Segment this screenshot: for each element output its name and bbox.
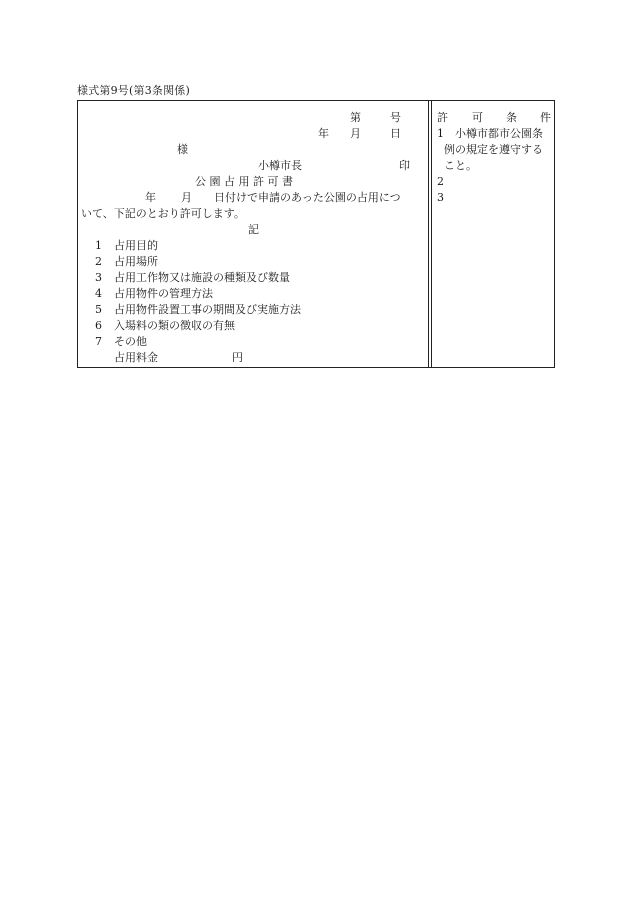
condition-text-line: こと。 <box>444 159 477 172</box>
issuer-name: 小樽市長 <box>258 159 302 172</box>
item-text: 占用目的 <box>114 239 158 252</box>
item-number: 2 <box>95 255 102 268</box>
conditions-title-char: 件 <box>540 111 551 124</box>
permit-main-section <box>78 101 429 367</box>
item-number: 6 <box>95 319 102 332</box>
item-text: その他 <box>114 335 147 348</box>
item-number: 3 <box>95 271 102 284</box>
body-text-line-2: いて、下記のとおり許可します。 <box>81 207 245 220</box>
number-go-label: 号 <box>390 111 401 124</box>
item-number: 7 <box>95 335 102 348</box>
fee-unit: 円 <box>232 351 243 364</box>
condition-number: 3 <box>437 191 444 204</box>
body-month-label: 月 <box>181 191 192 204</box>
date-year-label: 年 <box>318 127 329 140</box>
condition-text-line: 小樽市都市公園条 <box>455 127 543 140</box>
date-day-label: 日 <box>390 127 401 140</box>
item-number: 4 <box>95 287 102 300</box>
conditions-title-char: 条 <box>506 111 517 124</box>
item-number: 5 <box>95 303 102 316</box>
condition-text-line: 例の規定を遵守する <box>444 143 543 156</box>
form-number-title: 様式第9号(第3条関係) <box>77 84 190 97</box>
item-text: 占用工作物又は施設の種類及び数量 <box>114 271 290 284</box>
fee-label: 占用料金 <box>114 351 158 364</box>
item-text: 占用物件の管理方法 <box>114 287 213 300</box>
conditions-title-char: 許 <box>437 111 448 124</box>
body-text-line-1: 日付けで申請のあった公園の占用につ <box>214 191 401 204</box>
date-month-label: 月 <box>350 127 361 140</box>
body-year-label: 年 <box>145 191 156 204</box>
item-text: 占用物件設置工事の期間及び実施方法 <box>114 303 301 316</box>
item-text: 入場料の類の徴収の有無 <box>114 319 235 332</box>
permit-conditions-section <box>431 101 556 367</box>
seal-mark: 印 <box>399 159 410 172</box>
item-number: 1 <box>95 239 102 252</box>
condition-number: 1 <box>437 127 444 140</box>
addressee-sama-label: 様 <box>177 143 188 156</box>
item-text: 占用場所 <box>114 255 158 268</box>
condition-number: 2 <box>437 175 444 188</box>
document-title: 公 園 占 用 許 可 書 <box>195 175 293 188</box>
ki-heading: 記 <box>248 223 259 236</box>
conditions-title-char: 可 <box>472 111 483 124</box>
permit-form <box>77 100 555 368</box>
number-dai-label: 第 <box>350 111 361 124</box>
